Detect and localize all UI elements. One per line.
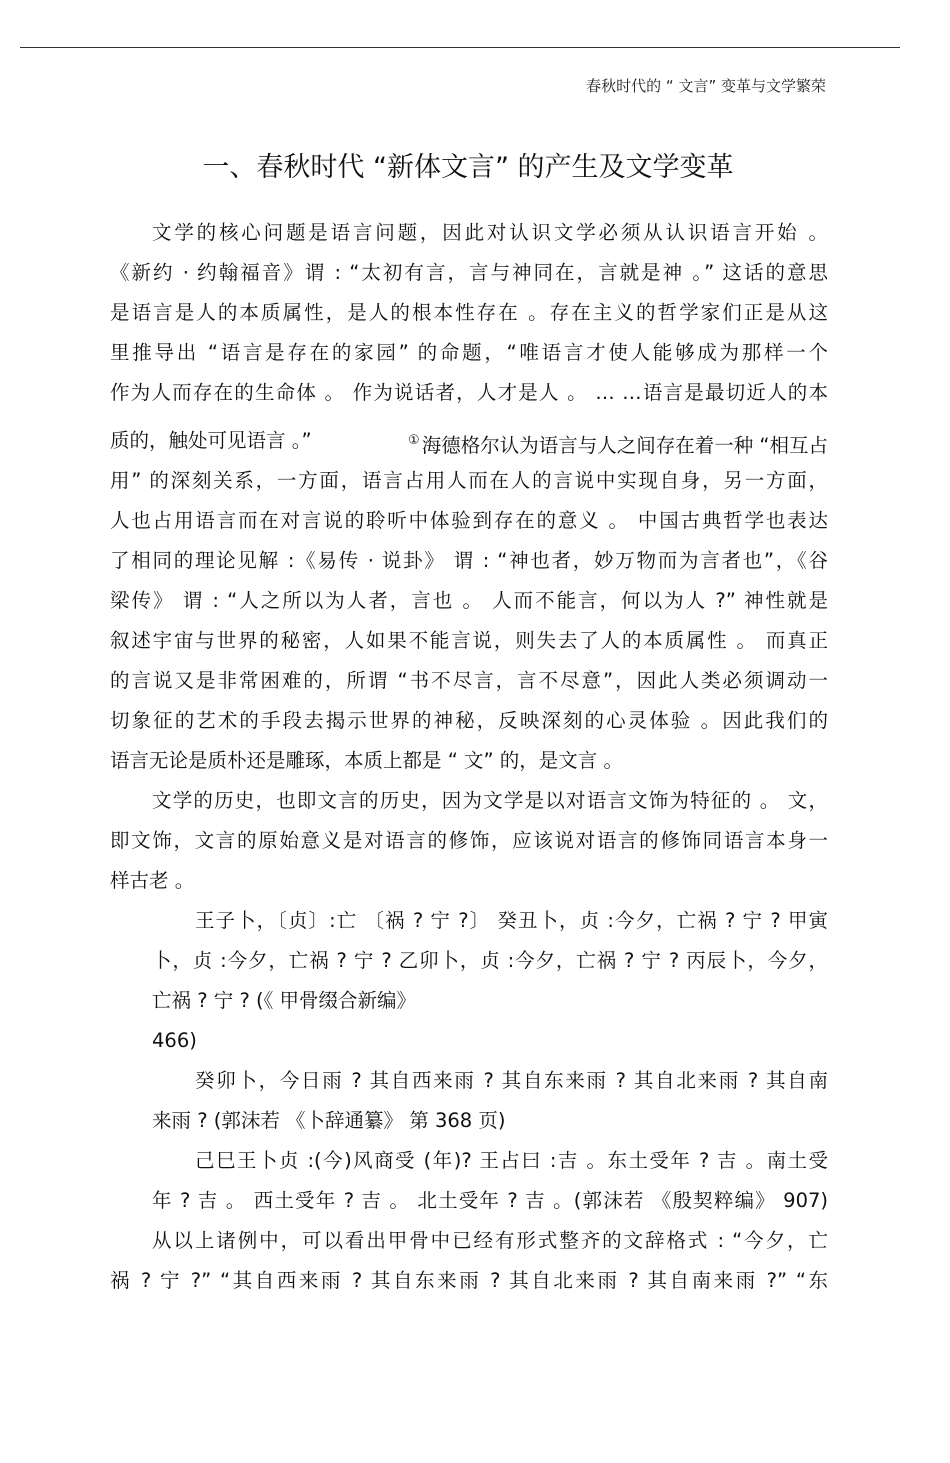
text-segment: 质的，触处可见语言 。”	[110, 429, 312, 452]
text-line: 即文饰，文言的原始意义是对语言的修饰，应该说对语言的修饰同语言本身一	[110, 829, 828, 852]
quote-line: 王子卜，〔贞〕:亡 〔祸 ? 宁 ?〕 癸丑卜，贞 :今夕，亡祸 ? 宁 ? 甲寅	[195, 909, 828, 932]
quote-line: 癸卯卜，今日雨 ? 其自西来雨 ? 其自东来雨 ? 其自北来雨 ? 其自南	[195, 1069, 828, 1092]
text-line: 祸 ? 宁 ?” “其自西来雨 ? 其自东来雨 ? 其自北来雨 ? 其自南来雨 ?” “东	[110, 1269, 828, 1292]
quote-line: 来雨 ? (郭沫若 《卜辞通纂》 第 368 页)	[152, 1109, 506, 1132]
header-rule	[20, 47, 900, 48]
text-line-with-footnote	[110, 426, 828, 466]
text-segment: 海德格尔认为语言与人之间存在着一种 “相互占	[421, 434, 828, 457]
text-line: 作为人而存在的生命体 。 作为说话者，人才是人 。 … …语言是最切近人的本	[110, 381, 828, 404]
quote-line: 卜，贞 :今夕，亡祸 ? 宁 ? 乙卯卜，贞 :今夕，亡祸 ? 宁 ? 丙辰卜，今夕，	[152, 949, 828, 972]
quote-line: 亡祸 ? 宁 ? (《 甲骨缀合新编》	[152, 989, 417, 1012]
quote-line: 己巳王卜贞 :(今)风商受 (年)? 王占曰 :吉 。东土受年 ? 吉 。南土受	[195, 1149, 828, 1172]
text-line: 的言说又是非常困难的，所谓 “书不尽言，言不尽意”，因此人类必须调动一	[110, 669, 828, 692]
text-line: 人也占用语言而在对言说的聆听中体验到存在的意义 。 中国古典哲学也表达	[110, 509, 828, 532]
text-line: 语言无论是质朴还是雕琢，本质上都是 “ 文” 的，是文言 。	[110, 749, 623, 772]
text-line: 用” 的深刻关系，一方面，语言占用人而在人的言说中实现自身，另一方面，	[110, 469, 828, 492]
footnote-marker[interactable]: ①	[408, 433, 420, 448]
running-header: 春秋时代的 “ 文言” 变革与文学繁荣	[586, 77, 826, 95]
text-line: 文学的历史，也即文言的历史，因为文学是以对语言文饰为特征的 。 文，	[152, 789, 828, 812]
text-line: 从以上诸例中，可以看出甲骨中已经有形式整齐的文辞格式 : “今夕，亡	[152, 1229, 828, 1252]
text-line: 样古老 。	[110, 869, 195, 892]
text-line: 里推导出 “语言是存在的家园” 的命题，“唯语言才使人能够成为那样一个	[110, 341, 828, 364]
body-text	[110, 218, 828, 1306]
text-line: 了相同的理论见解 :《易传 · 说卦》 谓 : “神也者，妙万物而为言者也”，《谷	[110, 549, 828, 572]
text-line: 文学的核心问题是语言问题，因此对认识文学必须从认识语言开始 。	[152, 221, 828, 244]
text-segment	[406, 426, 828, 466]
text-line: 是语言是人的本质属性，是人的根本性存在 。存在主义的哲学家们正是从这	[110, 301, 828, 324]
text-line: 切象征的艺术的手段去揭示世界的神秘，反映深刻的心灵体验 。因此我们的	[110, 709, 828, 732]
quote-line: 466)	[152, 1029, 197, 1052]
quote-line: 年 ? 吉 。 西土受年 ? 吉 。 北土受年 ? 吉 。(郭沫若 《殷契粹编》 907)	[152, 1189, 828, 1212]
text-line: 《新约 · 约翰福音》谓 : “太初有言，言与神同在，言就是神 。” 这话的意思	[110, 261, 828, 284]
text-line: 叙述宇宙与世界的秘密，人如果不能言说，则失去了人的本质属性 。 而真正	[110, 629, 828, 652]
text-line: 梁传》 谓 : “人之所以为人者，言也 。 人而不能言，何以为人 ?” 神性就是	[110, 589, 828, 612]
section-title: 一、春秋时代 “新体文言” 的产生及文学变革	[202, 152, 734, 183]
